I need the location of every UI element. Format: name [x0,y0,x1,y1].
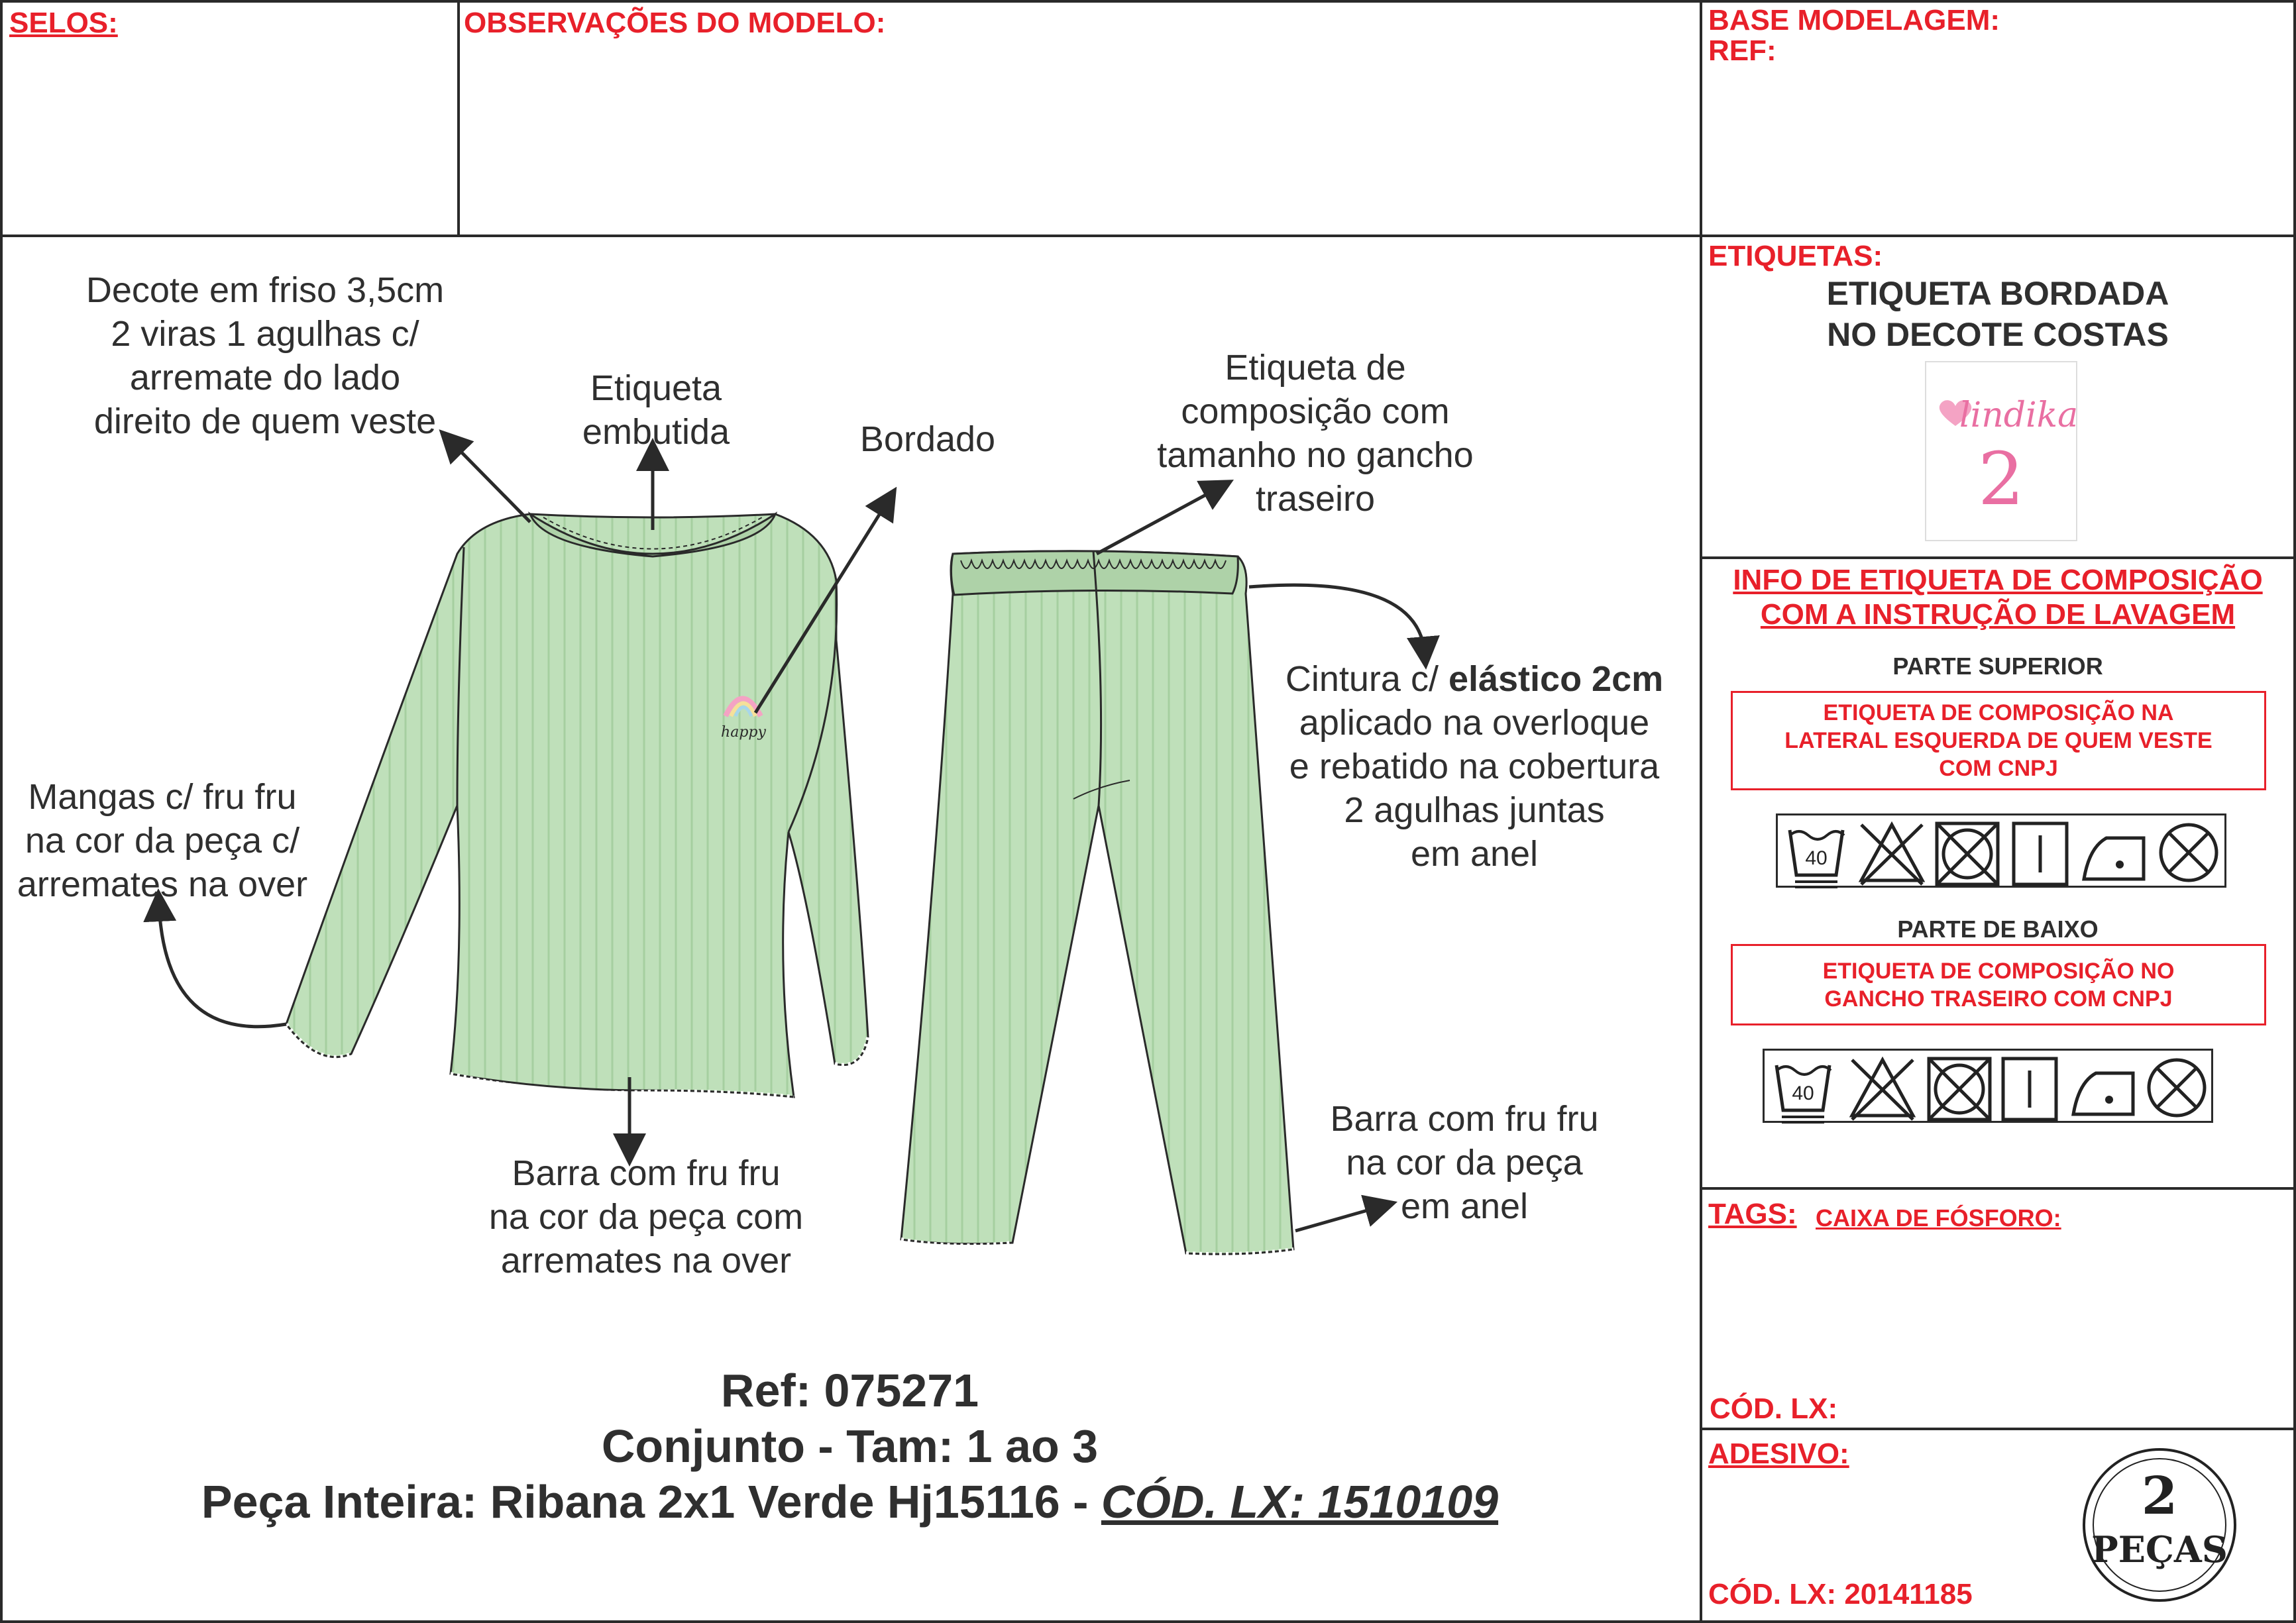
decote-line-4: direito de quem veste [93,401,437,441]
tags-label: TAGS: [1708,1198,1797,1230]
selos-divider [457,0,460,236]
annotation-mangas [0,775,325,906]
no-bleach-icon [1852,1060,1913,1120]
etiqueta-text [1700,273,2296,355]
product-set: Conjunto - Tam: 1 ao 3 [601,1420,1099,1472]
annotation-bordado [822,417,1034,461]
brand-size: 2 [1978,437,2024,521]
decote-line-1: Decote em friso 3,5cm [85,270,445,310]
composicao-line-1: Etiqueta de [1225,348,1406,388]
superior-line-3: COM CNPJ [1939,756,2058,781]
mangas-line-2: na cor da peça c/ [25,821,300,861]
shirt-body [286,514,868,1097]
wash-temp: 40 [1792,1082,1814,1104]
info-title [1700,563,2296,632]
composicao-line-2: composição com [1181,392,1450,431]
baixo-line-1: ETIQUETA DE COMPOSIÇÃO NO [1822,958,2175,984]
barra-calca-line-1: Barra com fru fru [1330,1099,1599,1139]
info-title-line-1: INFO DE ETIQUETA DE COMPOSIÇÃO [1733,564,2263,596]
barra-blusa-line-2: na cor da peça com [488,1197,804,1237]
sidebar-sep-1 [1700,556,2296,559]
decote-line-3: arremate do lado [129,358,401,397]
care-icons-superior [1778,815,2228,890]
bordado-line-1: Bordado [859,419,996,459]
barra-calca-line-3: em anel [1400,1186,1529,1226]
arrow-cintura [1249,585,1425,653]
baixo-line-2: GANCHO TRASEIRO COM CNPJ [1824,986,2173,1012]
ref-label: REF: [1708,34,1777,67]
iron-low-icon [2084,838,2144,879]
cintura-line-5: em anel [1410,834,1539,874]
superior-line-1: ETIQUETA DE COMPOSIÇÃO NA [1823,700,2174,725]
parte-superior-label: PARTE SUPERIOR [1892,653,2103,680]
fabric-code: CÓD. LX: 1510109 [1101,1476,1499,1528]
cintura-line-3: e rebatido na cobertura [1289,747,1660,786]
product-fabric [0,1473,1700,1530]
etiqueta-line-2: NO DECOTE COSTAS [1827,316,2169,353]
sidebar-divider [1700,0,1702,1623]
care-icons-baixo [1765,1051,2215,1125]
composicao-line-3: tamanho no gancho [1157,435,1474,475]
cintura-line-2: aplicado na overloque [1299,703,1650,743]
no-dry-clean-icon [2149,1060,2205,1116]
composicao-line-4: traseiro [1255,479,1376,519]
shirt-drawing [286,514,868,1097]
badge-number: 2 [2141,1466,2178,1526]
line-dry-icon [2014,823,2067,884]
etiquetas-label: ETIQUETAS: [1708,240,1883,272]
sidebar-sep-2 [1700,1187,2296,1190]
annotation-decote [53,268,477,443]
annotation-barra-blusa [451,1151,842,1283]
cintura-line-1 [1259,657,1690,701]
care-symbols-superior [1776,813,2226,888]
arrow-mangas [159,905,286,1027]
tags-cod-lx-label: CÓD. LX: [1710,1392,1838,1425]
no-tumble-dry-icon [1929,1059,1990,1120]
etiqueta-embutida-line-2: embutida [582,412,730,452]
no-dry-clean-icon [2161,825,2216,880]
annotation-barra-calca [1285,1097,1643,1228]
cintura-prefix: Cintura c/ [1285,659,1449,699]
wash-40-icon [1790,830,1844,887]
badge-text: PEÇAS [2091,1528,2228,1571]
info-title-line-2: COM A INSTRUÇÃO DE LAVAGEM [1760,598,2236,631]
two-pieces-badge [2081,1446,2238,1604]
brand-name: lindika [1959,395,2079,435]
brand-label-swatch [1925,361,2077,541]
adesivo-cod-lx: CÓD. LX: 20141185 [1708,1578,1973,1610]
barra-blusa-line-1: Barra com fru fru [512,1153,781,1193]
wash-40-icon [1777,1065,1831,1122]
wash-temp: 40 [1805,847,1828,869]
base-modelagem-label: BASE MODELAGEM: [1708,4,2000,36]
line-dry-icon [2003,1059,2056,1120]
superior-line-2: LATERAL ESQUERDA DE QUEM VESTE [1784,728,2213,753]
mangas-line-1: Mangas c/ fru fru [28,777,297,817]
annotation-etiqueta-composicao [1120,346,1511,521]
barra-blusa-line-3: arremates na over [500,1241,792,1281]
caixa-label: CAIXA DE FÓSFORO: [1816,1204,2061,1231]
cintura-bold: elástico 2cm [1448,659,1664,699]
superior-composition-box [1731,691,2266,790]
observacoes-label: OBSERVAÇÕES DO MODELO: [464,7,886,39]
fabric-prefix: Peça Inteira: Ribana 2x1 Verde Hj15116 - [201,1476,1101,1528]
etiqueta-embutida-line-1: Etiqueta [590,368,722,408]
etiqueta-line-1: ETIQUETA BORDADA [1826,275,2169,312]
annotation-etiqueta-embutida [543,366,769,454]
mangas-line-3: arremates na over [17,864,308,904]
iron-low-icon [2073,1073,2133,1114]
no-tumble-dry-icon [1937,823,1998,884]
product-ref: Ref: 075271 [720,1365,979,1416]
adesivo-label: ADESIVO: [1708,1438,1849,1470]
embroidery-text: happy [721,724,766,741]
barra-calca-line-2: na cor da peça [1346,1143,1583,1182]
arrow-decote [451,441,530,522]
decote-line-2: 2 viras 1 agulhas c/ [111,314,419,354]
baixo-composition-box [1731,944,2266,1025]
selos-label: SELOS: [9,7,118,39]
pants-drawing [901,551,1293,1254]
sidebar-sep-3 [1700,1428,2296,1430]
cintura-line-4: 2 agulhas juntas [1344,790,1605,830]
pants-body [901,551,1293,1254]
parte-baixo-label: PARTE DE BAIXO [1897,916,2099,943]
annotation-cintura [1259,657,1690,876]
care-symbols-baixo [1763,1049,2213,1123]
no-bleach-icon [1861,825,1922,884]
